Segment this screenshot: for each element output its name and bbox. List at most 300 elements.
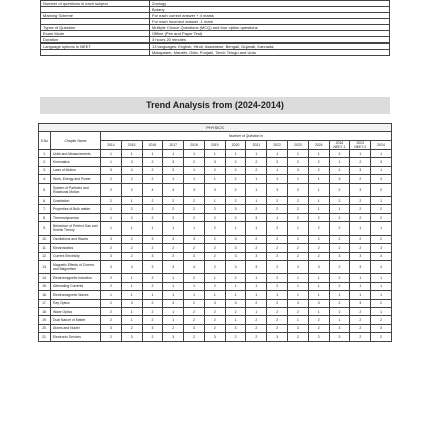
- question-count-cell: 1: [267, 291, 288, 299]
- row-number: 1.: [39, 150, 51, 158]
- question-count-cell: 3: [246, 260, 267, 274]
- chapter-name: Ray Optics: [51, 299, 101, 307]
- table-row: [39, 316, 392, 324]
- question-count-cell: 2: [329, 274, 350, 282]
- question-count-cell: 1: [101, 205, 122, 213]
- info-value: 3 hours 20 minutes: [150, 37, 390, 43]
- question-count-cell: 2: [329, 213, 350, 221]
- table-row: [39, 307, 392, 315]
- chapter-name: System of Particles and Rotational Motion: [51, 183, 101, 197]
- question-count-cell: 2: [308, 324, 329, 332]
- question-count-cell: 2: [246, 244, 267, 252]
- question-count-cell: 3: [246, 213, 267, 221]
- question-count-cell: 2: [142, 316, 163, 324]
- question-count-cell: 2: [204, 260, 225, 274]
- question-count-cell: 2: [288, 158, 309, 166]
- question-count-cell: 3: [288, 260, 309, 274]
- year-header: 2017: [163, 141, 184, 150]
- info-label: Types of Question: [41, 25, 150, 31]
- question-count-cell: 3: [101, 324, 122, 332]
- info-value: Malayalam, Marathi, Odia, Punjabi, Tamil, Telugu and Urdu: [150, 50, 390, 56]
- question-count-cell: 2: [101, 274, 122, 282]
- question-count-cell: 2: [308, 235, 329, 243]
- question-count-cell: 1: [121, 316, 142, 324]
- question-count-cell: 1: [288, 150, 309, 158]
- question-count-cell: 2: [225, 166, 246, 174]
- question-count-cell: 2: [267, 316, 288, 324]
- question-count-cell: 2: [142, 274, 163, 282]
- question-count-cell: 2: [288, 183, 309, 197]
- question-count-cell: 1: [184, 175, 205, 183]
- question-count-cell: 2: [350, 213, 371, 221]
- question-count-cell: 3: [204, 183, 225, 197]
- chapter-name: Current Electricity: [51, 252, 101, 260]
- question-count-cell: 3: [184, 183, 205, 197]
- question-count-cell: 3: [184, 252, 205, 260]
- question-count-cell: 1: [329, 316, 350, 324]
- info-value: Offline (Pen and Paper Test): [150, 31, 390, 37]
- year-header: 2021: [246, 141, 267, 150]
- question-count-cell: 3: [329, 324, 350, 332]
- question-count-cell: 1: [204, 291, 225, 299]
- question-count-cell: 2: [142, 166, 163, 174]
- year-header: 2018: [184, 141, 205, 150]
- year-header: 2023: [288, 141, 309, 150]
- question-count-cell: 3: [350, 166, 371, 174]
- question-count-cell: 1: [329, 205, 350, 213]
- question-count-cell: 3: [121, 333, 142, 341]
- question-count-cell: 1: [101, 150, 122, 158]
- chapter-name: Atoms and Nuclei: [51, 324, 101, 332]
- question-count-cell: 3: [101, 260, 122, 274]
- question-count-cell: 3: [163, 235, 184, 243]
- question-count-cell: 2: [246, 235, 267, 243]
- question-count-cell: 2: [371, 183, 392, 197]
- question-count-cell: 3: [350, 299, 371, 307]
- question-count-cell: 2: [329, 307, 350, 315]
- question-count-cell: 2: [288, 205, 309, 213]
- question-count-cell: 2: [267, 244, 288, 252]
- question-count-cell: 1: [184, 150, 205, 158]
- question-count-cell: 3: [101, 166, 122, 174]
- chapter-name: Gravitation: [51, 197, 101, 205]
- question-count-cell: 2: [142, 158, 163, 166]
- question-count-cell: 2: [350, 316, 371, 324]
- question-count-cell: 4: [184, 260, 205, 274]
- row-number: 6.: [39, 197, 51, 205]
- question-count-cell: 2: [329, 150, 350, 158]
- question-count-cell: 1: [225, 222, 246, 236]
- table-row: [39, 166, 392, 174]
- row-number: 15.: [39, 282, 51, 290]
- question-count-cell: 1: [267, 175, 288, 183]
- chapter-header: Chapter Name: [51, 132, 101, 150]
- question-count-cell: 3: [329, 175, 350, 183]
- question-count-cell: 2: [267, 197, 288, 205]
- question-count-cell: 2: [288, 197, 309, 205]
- question-count-cell: 3: [288, 299, 309, 307]
- question-count-cell: 2: [101, 183, 122, 197]
- question-count-cell: 2: [308, 222, 329, 236]
- question-count-cell: 2: [204, 252, 225, 260]
- question-count-cell: 3: [371, 260, 392, 274]
- question-count-cell: 2: [288, 244, 309, 252]
- year-header: 2024: [308, 141, 329, 150]
- question-count-cell: 3: [288, 324, 309, 332]
- question-count-cell: 2: [225, 213, 246, 221]
- table-row: [39, 252, 392, 260]
- question-count-cell: 1: [163, 307, 184, 315]
- question-count-cell: 2: [267, 158, 288, 166]
- question-count-cell: 2: [350, 205, 371, 213]
- question-count-cell: 1: [308, 183, 329, 197]
- year-header: 2016: [142, 141, 163, 150]
- question-count-cell: 1: [308, 150, 329, 158]
- question-count-cell: 2: [329, 166, 350, 174]
- question-count-cell: 2: [267, 252, 288, 260]
- question-count-cell: 1: [204, 274, 225, 282]
- row-number: 12.: [39, 252, 51, 260]
- question-count-cell: 2: [267, 235, 288, 243]
- question-count-cell: 1: [371, 291, 392, 299]
- question-count-cell: 3: [371, 252, 392, 260]
- question-count-cell: 1: [308, 197, 329, 205]
- question-count-cell: 3: [225, 324, 246, 332]
- question-count-cell: 2: [163, 252, 184, 260]
- question-count-cell: 2: [121, 213, 142, 221]
- question-count-cell: 1: [288, 316, 309, 324]
- question-count-cell: 3: [121, 158, 142, 166]
- question-count-cell: 3: [204, 333, 225, 341]
- question-count-cell: 1: [225, 291, 246, 299]
- question-count-cell: 2: [225, 333, 246, 341]
- question-count-cell: 2: [204, 222, 225, 236]
- question-count-cell: 1: [142, 222, 163, 236]
- question-count-cell: 1: [163, 316, 184, 324]
- question-count-cell: 4: [163, 183, 184, 197]
- question-count-cell: 2: [142, 197, 163, 205]
- question-count-cell: 3: [329, 333, 350, 341]
- row-number: 21.: [39, 333, 51, 341]
- question-count-cell: 3: [371, 244, 392, 252]
- question-count-cell: 1: [101, 222, 122, 236]
- question-count-cell: 2: [329, 235, 350, 243]
- row-number: 4.: [39, 175, 51, 183]
- question-count-cell: 2: [184, 333, 205, 341]
- question-count-cell: 3: [121, 299, 142, 307]
- question-count-cell: 1: [350, 291, 371, 299]
- question-count-cell: 2: [371, 213, 392, 221]
- question-count-cell: 3: [246, 252, 267, 260]
- row-number: 5.: [39, 183, 51, 197]
- question-count-cell: 1: [371, 197, 392, 205]
- question-count-cell: 1: [329, 158, 350, 166]
- question-count-cell: 2: [121, 324, 142, 332]
- year-header: 2019: [204, 141, 225, 150]
- question-count-cell: 2: [246, 205, 267, 213]
- question-count-cell: 1: [371, 150, 392, 158]
- question-count-cell: 2: [308, 252, 329, 260]
- question-count-cell: 2: [267, 222, 288, 236]
- question-count-cell: 3: [371, 324, 392, 332]
- question-count-cell: 2: [204, 213, 225, 221]
- question-count-cell: 2: [308, 166, 329, 174]
- row-number: 16.: [39, 291, 51, 299]
- row-number: 9.: [39, 222, 51, 236]
- row-number: 18.: [39, 307, 51, 315]
- question-count-cell: 2: [371, 205, 392, 213]
- question-count-cell: 2: [350, 333, 371, 341]
- question-count-cell: 2: [329, 183, 350, 197]
- year-header: 2020: [225, 141, 246, 150]
- question-count-cell: 2: [329, 299, 350, 307]
- group-header: Number of Question in: [101, 132, 392, 141]
- chapter-name: Thermodynamics: [51, 213, 101, 221]
- question-count-cell: 2: [308, 316, 329, 324]
- question-count-cell: 2: [329, 244, 350, 252]
- question-count-cell: 3: [225, 252, 246, 260]
- question-count-cell: 1: [184, 282, 205, 290]
- question-count-cell: 2: [308, 244, 329, 252]
- question-count-cell: 2: [288, 252, 309, 260]
- question-count-cell: 2: [225, 197, 246, 205]
- question-count-cell: 2: [204, 205, 225, 213]
- table-row: [39, 205, 392, 213]
- question-count-cell: 1: [101, 158, 122, 166]
- question-count-cell: 2: [121, 252, 142, 260]
- question-count-cell: 1: [308, 175, 329, 183]
- row-number: 19.: [39, 316, 51, 324]
- question-count-cell: 2: [371, 333, 392, 341]
- question-count-cell: 3: [225, 260, 246, 274]
- question-count-cell: 3: [350, 252, 371, 260]
- question-count-cell: 2: [101, 175, 122, 183]
- chapter-name: Electromagnetic Waves: [51, 291, 101, 299]
- question-count-cell: 2: [101, 316, 122, 324]
- question-count-cell: 1: [350, 150, 371, 158]
- question-count-cell: 1: [267, 150, 288, 158]
- question-count-cell: 2: [184, 316, 205, 324]
- year-header: 2023 NEET-2: [350, 141, 371, 150]
- question-count-cell: 1: [350, 282, 371, 290]
- question-count-cell: 1: [225, 316, 246, 324]
- question-count-cell: 2: [142, 299, 163, 307]
- question-count-cell: 2: [142, 244, 163, 252]
- table-row: [39, 299, 392, 307]
- question-count-cell: 2: [308, 158, 329, 166]
- info-label: Marking Scheme: [41, 13, 150, 19]
- question-count-cell: 2: [267, 260, 288, 274]
- chapter-name: Properties of Bulk matter: [51, 205, 101, 213]
- table-row: [39, 175, 392, 183]
- year-header: 2024: [371, 141, 392, 150]
- question-count-cell: 2: [350, 244, 371, 252]
- question-count-cell: 1: [350, 222, 371, 236]
- question-count-cell: 2: [225, 307, 246, 315]
- row-number: 8.: [39, 213, 51, 221]
- question-count-cell: 1: [142, 291, 163, 299]
- question-count-cell: 2: [142, 175, 163, 183]
- question-count-cell: 1: [246, 197, 267, 205]
- question-count-cell: 1: [163, 274, 184, 282]
- question-count-cell: 1: [163, 175, 184, 183]
- question-count-cell: 2: [288, 235, 309, 243]
- table-row: [39, 282, 392, 290]
- chapter-name: Laws of Motion: [51, 166, 101, 174]
- question-count-cell: 1: [184, 291, 205, 299]
- question-count-cell: 2: [184, 244, 205, 252]
- question-count-cell: 2: [204, 282, 225, 290]
- question-count-cell: 1: [204, 197, 225, 205]
- question-count-cell: 2: [267, 205, 288, 213]
- row-number: 11.: [39, 244, 51, 252]
- question-count-cell: 1: [246, 282, 267, 290]
- question-count-cell: 1: [308, 307, 329, 315]
- chapter-name: Dual Nature of Matter: [51, 316, 101, 324]
- question-count-cell: 2: [184, 213, 205, 221]
- question-count-cell: 2: [163, 244, 184, 252]
- question-count-cell: 1: [121, 150, 142, 158]
- question-count-cell: 2: [101, 307, 122, 315]
- question-count-cell: 2: [184, 274, 205, 282]
- question-count-cell: 3: [142, 235, 163, 243]
- chapter-name: Magnetic Effects of Current and Magnetism: [51, 260, 101, 274]
- year-header: 2015: [121, 141, 142, 150]
- question-count-cell: 2: [246, 333, 267, 341]
- question-count-cell: 1: [371, 274, 392, 282]
- question-count-cell: 3: [308, 260, 329, 274]
- question-count-cell: 2: [142, 205, 163, 213]
- question-count-cell: 2: [204, 235, 225, 243]
- question-count-cell: 2: [329, 282, 350, 290]
- chapter-name: Electronic Devices: [51, 333, 101, 341]
- info-value: For each correct answer + 4 marks: [150, 13, 390, 19]
- question-count-cell: 1: [371, 282, 392, 290]
- question-count-cell: 1: [371, 307, 392, 315]
- question-count-cell: 2: [184, 197, 205, 205]
- question-count-cell: 2: [121, 244, 142, 252]
- question-count-cell: 2: [246, 324, 267, 332]
- info-value: For each incorrect answer -1 mark: [150, 19, 390, 25]
- info-label: Language options in NEET: [41, 44, 150, 50]
- info-label: Duration: [41, 37, 150, 43]
- question-count-cell: 2: [329, 197, 350, 205]
- question-count-cell: 3: [184, 324, 205, 332]
- question-count-cell: 3: [350, 260, 371, 274]
- question-count-cell: 1: [371, 166, 392, 174]
- question-count-cell: 2: [163, 324, 184, 332]
- question-count-cell: 3: [204, 299, 225, 307]
- question-count-cell: 1: [288, 175, 309, 183]
- question-count-cell: 1: [288, 222, 309, 236]
- year-header: 2016 NEET-1: [329, 141, 350, 150]
- question-count-cell: 2: [204, 166, 225, 174]
- chapter-name: Alternating Currents: [51, 282, 101, 290]
- row-number: 7.: [39, 205, 51, 213]
- question-count-cell: 1: [225, 150, 246, 158]
- table-row: [39, 324, 392, 332]
- question-count-cell: 3: [101, 235, 122, 243]
- question-count-cell: 2: [371, 299, 392, 307]
- trend-analysis-table: [38, 123, 392, 342]
- trend-analysis-title: Trend Analysis from (2024-2014): [40, 97, 390, 114]
- question-count-cell: 1: [288, 282, 309, 290]
- question-count-cell: 3: [371, 158, 392, 166]
- info-label: Number of questions in each subject: [41, 1, 150, 7]
- question-count-cell: 2: [184, 299, 205, 307]
- table-row: [39, 291, 392, 299]
- question-count-cell: 2: [101, 333, 122, 341]
- question-count-cell: 4: [142, 183, 163, 197]
- row-number: 14.: [39, 274, 51, 282]
- question-count-cell: 3: [267, 183, 288, 197]
- question-count-cell: 3: [142, 260, 163, 274]
- question-count-cell: 2: [142, 333, 163, 341]
- question-count-cell: 3: [329, 252, 350, 260]
- question-count-cell: 3: [163, 158, 184, 166]
- question-count-cell: 3: [267, 333, 288, 341]
- question-count-cell: 1: [121, 222, 142, 236]
- question-count-cell: 1: [308, 291, 329, 299]
- row-number: 2.: [39, 158, 51, 166]
- question-count-cell: 1: [308, 274, 329, 282]
- question-count-cell: 1: [184, 166, 205, 174]
- question-count-cell: 2: [350, 197, 371, 205]
- question-count-cell: 2: [163, 213, 184, 221]
- question-count-cell: 1: [267, 213, 288, 221]
- question-count-cell: 1: [184, 222, 205, 236]
- question-count-cell: 2: [121, 183, 142, 197]
- question-count-cell: 2: [225, 274, 246, 282]
- table-row: [39, 333, 392, 341]
- question-count-cell: 2: [350, 307, 371, 315]
- question-count-cell: 1: [121, 282, 142, 290]
- question-count-cell: 2: [184, 307, 205, 315]
- question-count-cell: 2: [101, 244, 122, 252]
- question-count-cell: 3: [308, 299, 329, 307]
- year-header: 2014: [101, 141, 122, 150]
- question-count-cell: 1: [246, 222, 267, 236]
- table-row: [39, 235, 392, 243]
- question-count-cell: 1: [350, 274, 371, 282]
- question-count-cell: 2: [204, 324, 225, 332]
- question-count-cell: 1: [288, 274, 309, 282]
- exam-info-table: [40, 0, 390, 56]
- question-count-cell: 2: [246, 158, 267, 166]
- question-count-cell: 3: [225, 235, 246, 243]
- question-count-cell: 2: [184, 158, 205, 166]
- question-count-cell: 2: [267, 282, 288, 290]
- question-count-cell: 1: [288, 291, 309, 299]
- info-value: Zoology: [150, 1, 390, 7]
- chapter-name: Electrostatics: [51, 244, 101, 252]
- question-count-cell: 2: [350, 235, 371, 243]
- table-row: [39, 158, 392, 166]
- question-count-cell: 2: [246, 166, 267, 174]
- question-count-cell: 1: [308, 205, 329, 213]
- question-count-cell: 1: [246, 274, 267, 282]
- chapter-name: Units and Measurements: [51, 150, 101, 158]
- question-count-cell: 2: [267, 274, 288, 282]
- question-count-cell: 1: [329, 291, 350, 299]
- question-count-cell: 2: [329, 260, 350, 274]
- question-count-cell: 2: [371, 235, 392, 243]
- year-header: 2022: [267, 141, 288, 150]
- question-count-cell: 1: [101, 291, 122, 299]
- question-count-cell: 3: [350, 183, 371, 197]
- question-count-cell: 2: [225, 158, 246, 166]
- question-count-cell: 3: [142, 324, 163, 332]
